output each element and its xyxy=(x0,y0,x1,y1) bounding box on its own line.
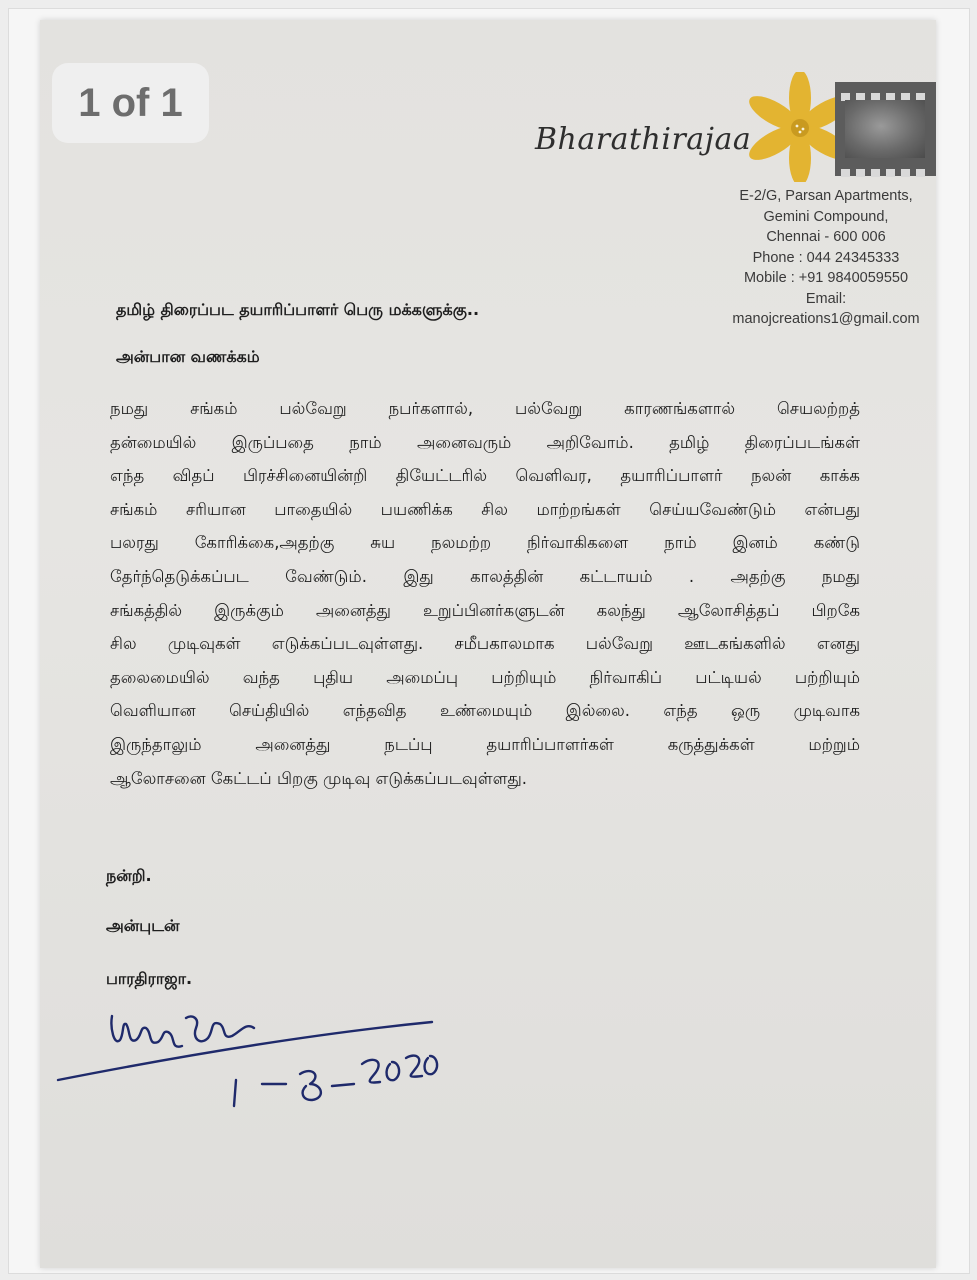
handwritten-signature xyxy=(50,988,450,1108)
body-line: தலைமையில் வந்த புதிய அமைப்பு பற்றியும் நிர்வாகிப் பட்டியல் பற்றியும் xyxy=(110,667,860,687)
letter-body xyxy=(110,392,860,795)
body-line: தன்மையில் இருப்பதை நாம் அனைவரும் அறிவோம். தமிழ் திரைப்படங்கள் xyxy=(110,432,860,452)
email-address: manojcreations1@gmail.com xyxy=(732,311,920,327)
body-line: தேர்ந்தெடுக்கப்பட வேண்டும். இது காலத்தின் கட்டாயம் . அதற்கு நமது xyxy=(110,566,860,586)
body-line: பலரது கோரிக்கை,அதற்கு சுய நலமற்ற நிர்வாகிகளை நாம் இனம் கண்டு xyxy=(110,533,860,553)
page-indicator: 1 of 1 xyxy=(52,63,209,143)
mobile-line: Mobile : +91 9840059550 xyxy=(743,270,909,286)
address-line: Gemini Compound, xyxy=(763,208,889,225)
body-line: ஆலோசனை கேட்டப் பிறகு முடிவு எடுக்கப்படவுள்ளது. xyxy=(110,768,528,788)
phone-line: Phone : 044 24345333 xyxy=(752,249,900,266)
letter-salutation: தமிழ் திரைப்பட தயாரிப்பாளர் பெரு மக்களுக்கு.. xyxy=(116,300,480,319)
body-line: சங்கத்தில் இருக்கும் அனைத்து உறுப்பினர்களுடன் கலந்து ஆலோசித்தப் பிறகே xyxy=(110,600,860,620)
email-label: Email: xyxy=(805,290,847,307)
letter-thanks: நன்றி. xyxy=(106,866,152,885)
body-line: சங்கம் சரியான பாதையில் பயணிக்க சில மாற்றங்கள் செய்யவேண்டும் என்பது xyxy=(110,499,860,519)
body-line: இருந்தாலும் அனைத்து நடப்பு தயாரிப்பாளர்கள் கருத்துக்கள் மற்றும் xyxy=(110,734,860,754)
body-line: நமது சங்கம் பல்வேறு நபர்களால், பல்வேறு காரணங்களால் செயலற்றத் xyxy=(110,399,860,418)
letter-closing: அன்புடன் xyxy=(106,916,180,935)
address-line: Chennai - 600 006 xyxy=(766,229,886,245)
body-line: வெளியான செய்தியில் எந்தவித உண்மையும் இல்லை. எந்த ஒரு முடிவாக xyxy=(110,701,860,721)
address-line: E-2/G, Parsan Apartments, xyxy=(739,188,913,204)
letterhead-logo-text: Bharathirajaa xyxy=(535,122,752,157)
portrait-image xyxy=(845,100,925,158)
body-line: சில முடிவுகள் எடுக்கப்படவுள்ளது. சமீபகாலமாக பல்வேறு ஊடகங்களில் எனது xyxy=(110,634,860,654)
body-line: எந்த விதப் பிரச்சினையின்றி தியேட்டரில் வெளிவர, தயாரிப்பாளர் நலன் காக்க xyxy=(110,466,860,486)
sender-name: பாரதிராஜா. xyxy=(106,969,193,988)
film-strip-logo xyxy=(835,82,936,176)
letterhead-address xyxy=(726,186,926,330)
letter-greeting: அன்பான வணக்கம் xyxy=(116,347,260,366)
